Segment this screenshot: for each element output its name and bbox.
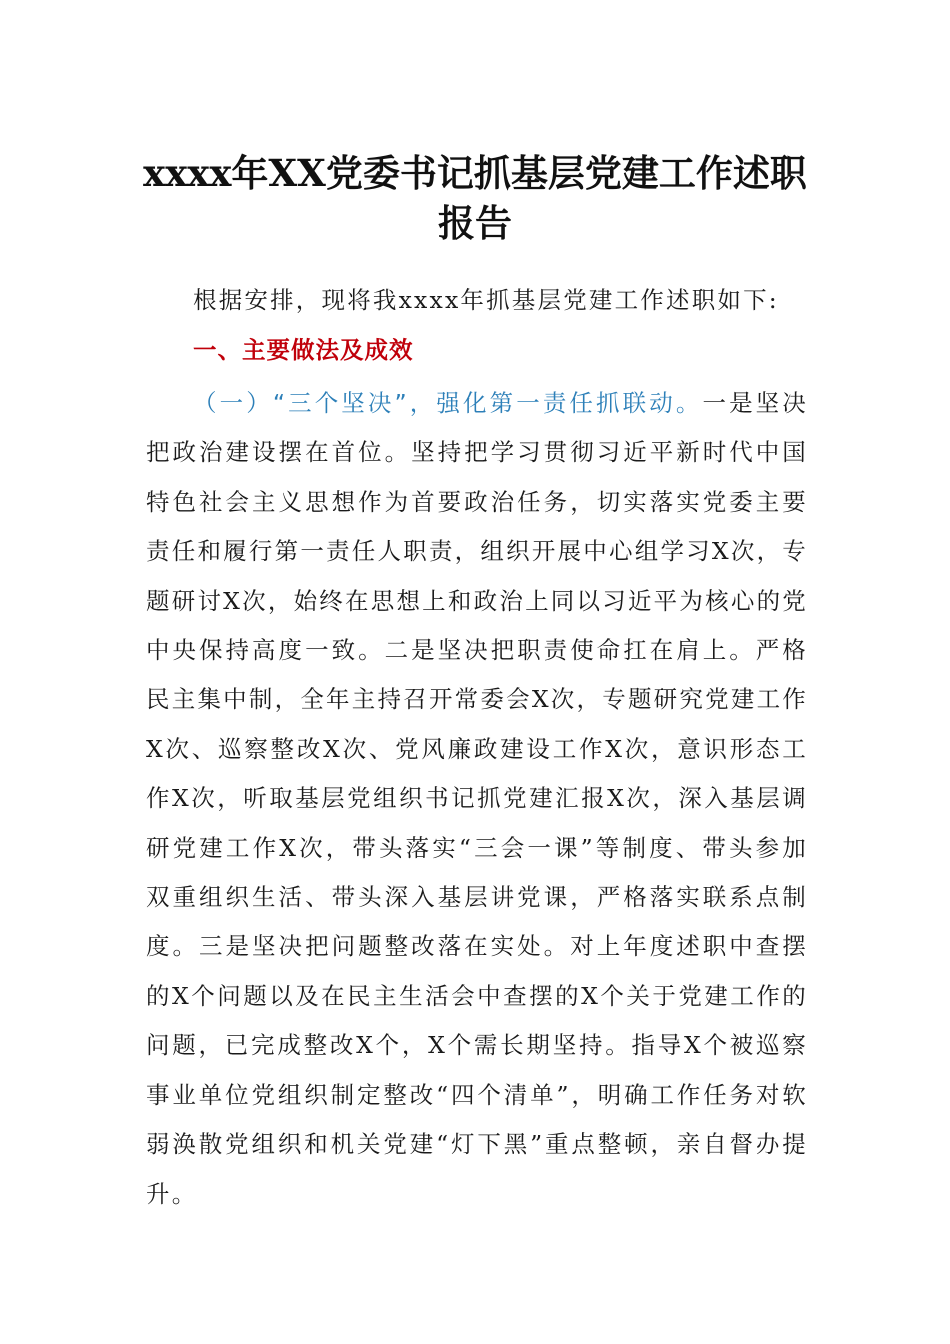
section-heading-main-practices: 一、主要做法及成效 — [193, 336, 414, 364]
title-line-1: xxxx年XX党委书记抓基层党建工作述职 — [143, 151, 807, 195]
subsection-body-1: 一是坚决把政治建设摆在首位。坚持把学习贯彻习近平新时代中国特色社会主义思想作为首要政治任务，切实落实党委主要责任和履行第一责任人职责，组织开展中心组学习X次，专题研讨X次，始终在思想上和政治上同以习近平为核心的党中央保持高度一致。二是坚决把职责使命扛在肩上。严格民主集中制，全年主持召开常委会X次，专题研究党建工作X次、巡察整改X次、党风廉政建设工作X次，意识形态工作X次，听取基层党组织书记抓党建汇报X次，深入基层调研党建工作X次，带头落实“三会一课”等制度、带头参加双重组织生活、带头深入基层讲党课，严格落实联系点制度。三是坚决把问题整改落在实处。对上年度述职中查摆的X个问题以及在民主生活会中查摆的X个关于党建工作的问题，已完成整改X个，X个需长期坚持。指导X个被巡察事业单位党组织制定整改“四个清单”，明确工作任务对软弱涣散党组织和机关党建“灯下黑”重点整顿，亲自督办提升。 — [146, 389, 808, 1208]
subsection-heading-1: （一）“三个坚决”，强化第一责任抓联动。 — [193, 389, 703, 417]
intro-paragraph: 根据安排，现将我xxxx年抓基层党建工作述职如下: — [193, 286, 779, 314]
document-title — [140, 148, 810, 248]
title-line-2: 报告 — [438, 201, 512, 245]
subsection-paragraph-1 — [146, 379, 808, 1219]
